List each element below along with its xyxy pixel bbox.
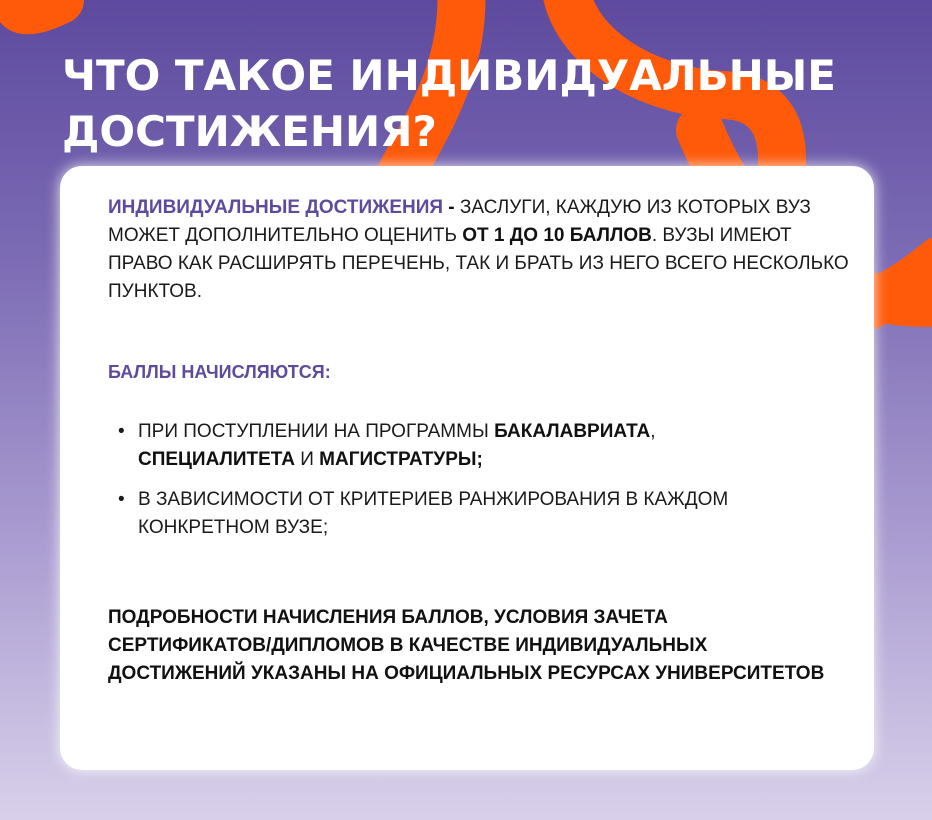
intro-text-2: . ВУЗЫ ИМЕЮТ ПРАВО КАК РАСШИРЯТЬ ПЕРЕЧЕНЬ, ТАК И БРАТЬ ИЗ НЕГО ВСЕГО НЕСКОЛЬКО ПУНКТОВ. xyxy=(108,225,849,302)
bullet-1-comma: , xyxy=(650,421,656,442)
points-list xyxy=(118,418,838,554)
bullet-1-specialist: СПЕЦИАЛИТЕТА xyxy=(138,449,295,470)
content-card xyxy=(60,166,874,770)
details-note: ПОДРОБНОСТИ НАЧИСЛЕНИЯ БАЛЛОВ, УСЛОВИЯ ЗАЧЕТА СЕРТИФИКАТОВ/ДИПЛОМОВ В КАЧЕСТВЕ ИНДИВИДУАЛЬНЫХ ДОСТИЖЕНИЙ УКАЗАНЫ НА ОФИЦИАЛЬНЫХ РЕСУРСАХ УНИВЕРСИТЕТОВ xyxy=(108,607,825,684)
list-item xyxy=(118,418,838,474)
bullet-1-master: МАГИСТРАТУРЫ; xyxy=(319,449,483,470)
intro-paragraph xyxy=(108,194,853,306)
intro-term: ИНДИВИДУАЛЬНЫЕ ДОСТИЖЕНИЯ xyxy=(108,197,444,218)
bullet-marker: • xyxy=(118,489,125,510)
title-line-2: ДОСТИЖЕНИЯ? xyxy=(62,107,437,156)
list-item xyxy=(118,486,838,542)
intro-points-range: ОТ 1 ДО 10 БАЛЛОВ xyxy=(462,225,652,246)
intro-dash: - xyxy=(443,197,460,218)
bullet-2-text: В ЗАВИСИМОСТИ ОТ КРИТЕРИЕВ РАНЖИРОВАНИЯ В КАЖДОМ КОНКРЕТНОМ ВУЗЕ; xyxy=(138,489,729,538)
points-subheading: БАЛЛЫ НАЧИСЛЯЮТСЯ: xyxy=(108,362,331,382)
page-title xyxy=(62,48,882,160)
title-line-1: ЧТО ТАКОЕ ИНДИВИДУАЛЬНЫЕ xyxy=(62,51,836,100)
bullet-marker: • xyxy=(118,421,125,442)
bullet-1-and: И xyxy=(294,449,320,470)
bullet-1-bachelor: БАКАЛАВРИАТА xyxy=(494,421,651,442)
intro-text-1: ЗАСЛУГИ, КАЖДУЮ ИЗ КОТОРЫХ ВУЗ МОЖЕТ ДОПОЛНИТЕЛЬНО ОЦЕНИТЬ xyxy=(108,197,811,246)
bullet-1-prefix: ПРИ ПОСТУПЛЕНИИ НА ПРОГРАММЫ xyxy=(138,421,495,442)
